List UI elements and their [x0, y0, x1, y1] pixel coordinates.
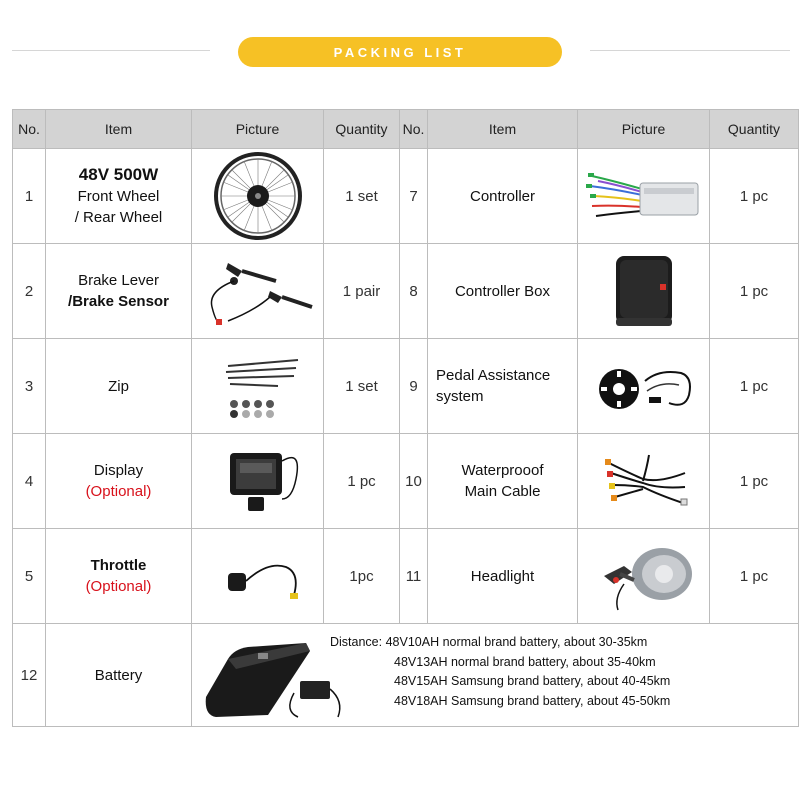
headlight-icon [584, 536, 704, 616]
item-cell [428, 529, 578, 624]
item-name: Zip [108, 377, 129, 395]
row-number: 5 [13, 529, 46, 624]
quantity-cell: 1 pc [710, 339, 799, 434]
picture-cell [192, 434, 324, 529]
table-row-battery [13, 624, 799, 727]
item-name: Front Wheel [77, 188, 160, 205]
item-name: 48V 500W [78, 165, 159, 184]
row-number: 2 [13, 244, 46, 339]
distance-line: 48V10AH normal brand battery, about 30-35km [385, 635, 648, 649]
picture-cell [578, 434, 710, 529]
pedal-sensor-icon [589, 351, 699, 421]
quantity-cell: 1 set [324, 149, 400, 244]
controller-box-icon [604, 248, 684, 334]
table-header-row [13, 110, 799, 149]
battery-detail-cell [192, 624, 799, 727]
item-name: / Rear Wheel [74, 209, 163, 226]
divider-left [12, 50, 210, 51]
item-name: Brake Lever [78, 272, 159, 289]
table-row [13, 149, 799, 244]
item-cell [428, 149, 578, 244]
item-name: Controller [469, 187, 536, 205]
header-quantity: Quantity [710, 110, 799, 149]
table-row [13, 339, 799, 434]
picture-cell [192, 339, 324, 434]
row-number: 8 [400, 244, 428, 339]
item-name: Display [93, 462, 144, 479]
optional-label: (Optional) [85, 578, 152, 595]
brake-lever-icon [198, 251, 318, 331]
row-number: 11 [400, 529, 428, 624]
picture-cell [578, 244, 710, 339]
header-picture: Picture [578, 110, 710, 149]
header-picture: Picture [192, 110, 324, 149]
controller-icon [584, 161, 704, 231]
title-banner-area [0, 0, 800, 100]
item-name: Main Cable [464, 483, 541, 500]
item-name: Throttle [90, 557, 147, 574]
battery-icon [198, 631, 348, 723]
distance-info [330, 633, 670, 711]
header-item: Item [46, 110, 192, 149]
distance-line: 48V13AH normal brand battery, about 35-40km [394, 654, 656, 669]
quantity-cell: 1 set [324, 339, 400, 434]
zip-ties-icon [208, 346, 308, 426]
row-number: 7 [400, 149, 428, 244]
item-name: Waterprooof [461, 462, 544, 479]
picture-cell [578, 339, 710, 434]
item-cell [428, 339, 578, 434]
quantity-cell: 1 pc [710, 149, 799, 244]
table-row [13, 244, 799, 339]
divider-right [590, 50, 790, 51]
item-name: Pedal Assistance [436, 367, 551, 384]
item-cell [428, 434, 578, 529]
battery-detail [192, 625, 798, 725]
item-cell [46, 149, 192, 244]
wheel-icon [208, 151, 308, 241]
picture-cell [578, 529, 710, 624]
main-cable-icon [589, 443, 699, 519]
item-name: Battery [46, 624, 192, 727]
table-row [13, 529, 799, 624]
item-cell [46, 529, 192, 624]
distance-line: 48V18AH Samsung brand battery, about 45-50km [394, 693, 671, 708]
row-number: 9 [400, 339, 428, 434]
picture-cell [192, 244, 324, 339]
distance-line: 48V15AH Samsung brand battery, about 40-45km [394, 674, 671, 688]
header-no: No. [400, 110, 428, 149]
table-row [13, 434, 799, 529]
quantity-cell: 1 pc [324, 434, 400, 529]
optional-label: (Optional) [85, 483, 152, 500]
row-number: 1 [13, 149, 46, 244]
header-item: Item [428, 110, 578, 149]
item-name: /Brake Sensor [68, 293, 169, 310]
quantity-cell: 1 pair [324, 244, 400, 339]
item-cell [428, 244, 578, 339]
distance-label: Distance: [330, 635, 383, 649]
quantity-cell: 1pc [324, 529, 400, 624]
page-title: PACKING LIST [238, 37, 562, 67]
row-number: 10 [400, 434, 428, 529]
item-cell [46, 339, 192, 434]
row-number: 4 [13, 434, 46, 529]
quantity-cell: 1 pc [710, 434, 799, 529]
packing-list-table [12, 109, 799, 727]
display-icon [208, 439, 308, 523]
item-cell [46, 434, 192, 529]
row-number: 3 [13, 339, 46, 434]
item-name: Controller Box [454, 282, 551, 300]
picture-cell [192, 149, 324, 244]
item-cell [46, 244, 192, 339]
header-quantity: Quantity [324, 110, 400, 149]
picture-cell [192, 529, 324, 624]
throttle-icon [208, 541, 308, 611]
quantity-cell: 1 pc [710, 529, 799, 624]
quantity-cell: 1 pc [710, 244, 799, 339]
header-no: No. [13, 110, 46, 149]
row-number: 12 [13, 624, 46, 727]
item-name: system [436, 388, 484, 405]
picture-cell [578, 149, 710, 244]
item-name: Headlight [470, 567, 535, 585]
